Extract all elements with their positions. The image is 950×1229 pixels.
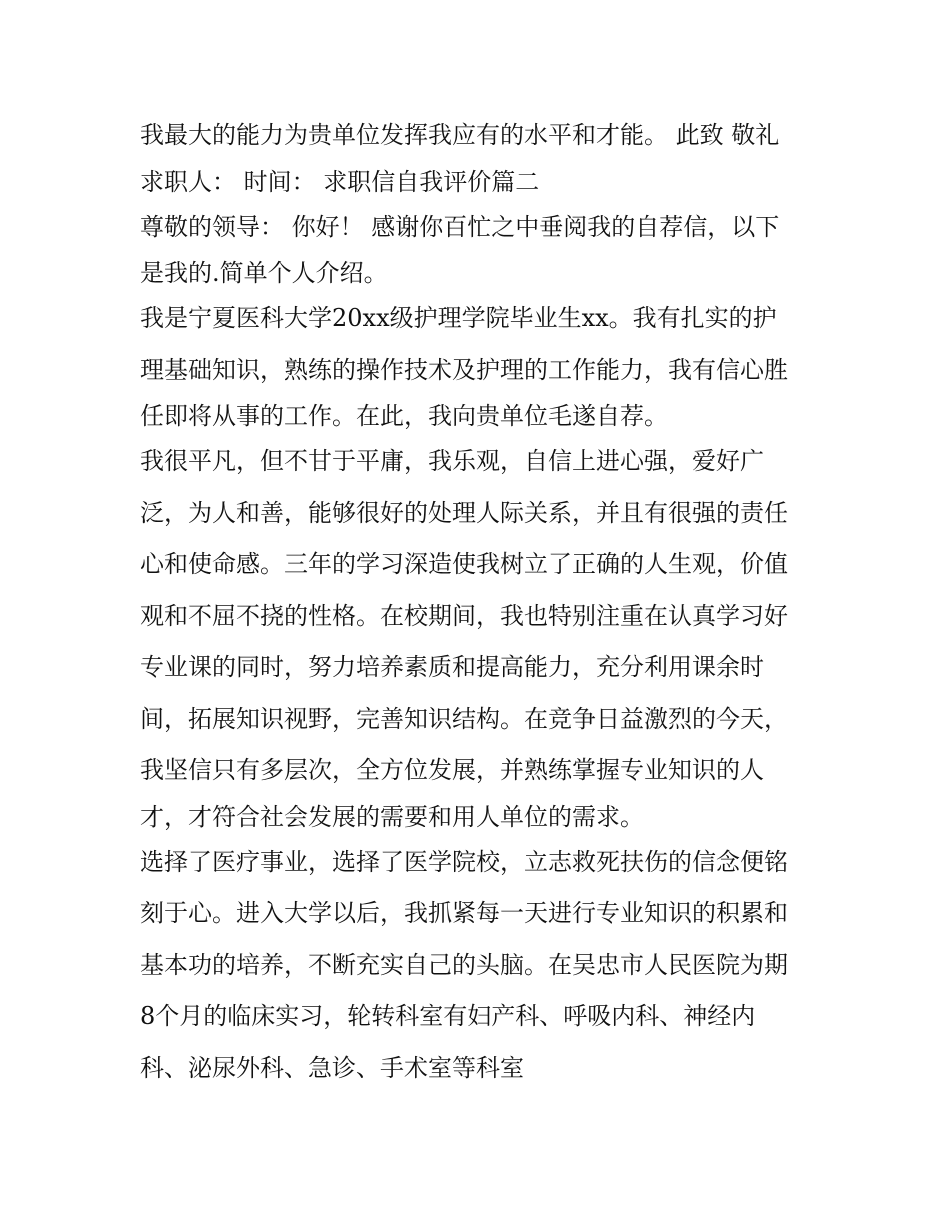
text-line: 任即将从事的工作。在此，我向贵单位毛遂自荐。 [140, 402, 668, 430]
text-line: 是我的.简单个人介绍。 [140, 259, 388, 287]
text-line: 基本功的培养，不断充实自己的头脑。在吴忠市人民医院为期 [140, 950, 788, 979]
text-line: 尊敬的领导： 你好！ 感谢你百忙之中垂阅我的自荐信，以下 [140, 212, 780, 241]
text-line: 我最大的能力为贵单位发挥我应有的水平和才能。 此致 敬礼 [140, 121, 780, 149]
text-line: 观和不屈不挠的性格。在校期间，我也特别注重在认真学习好 [140, 601, 788, 630]
text-line: 科、泌尿外科、急诊、手术室等科室 [140, 1053, 524, 1082]
text-line: 选择了医疗事业，选择了医学院校，立志救死扶伤的信念便铭 [140, 847, 788, 876]
text-line: 刻于心。进入大学以后，我抓紧每一天进行专业知识的积累和 [140, 899, 788, 927]
text-line: 专业课的同时，努力培养素质和提高能力，充分利用课余时 [140, 653, 764, 681]
text-line: 8个月的临床实习，轮转科室有妇产科、呼吸内科、神经内 [140, 1002, 756, 1030]
text-line: 间，拓展知识视野，完善知识结构。在竞争日益激烈的今天， [140, 704, 788, 733]
text-line: 理基础知识，熟练的操作技术及护理的工作能力，我有信心胜 [140, 355, 788, 384]
document-body [140, 110, 820, 1094]
text-line: 求职人： 时间： 求职信自我评价篇二 [140, 167, 540, 196]
text-line: 泛，为人和善，能够很好的处理人际关系，并且有很强的责任 [140, 498, 788, 527]
text-line: 心和使命感。三年的学习深造使我树立了正确的人生观，价值 [140, 550, 788, 578]
text-line: 我坚信只有多层次，全方位发展，并熟练掌握专业知识的人 [140, 756, 764, 784]
text-line: 我很平凡，但不甘于平庸，我乐观，自信上进心强，爱好广 [140, 447, 764, 475]
text-line: 我是宁夏医科大学20xx级护理学院毕业生xx。我有扎实的护 [140, 304, 777, 332]
text-line: 才，才符合社会发展的需要和用人单位的需求。 [140, 802, 644, 831]
